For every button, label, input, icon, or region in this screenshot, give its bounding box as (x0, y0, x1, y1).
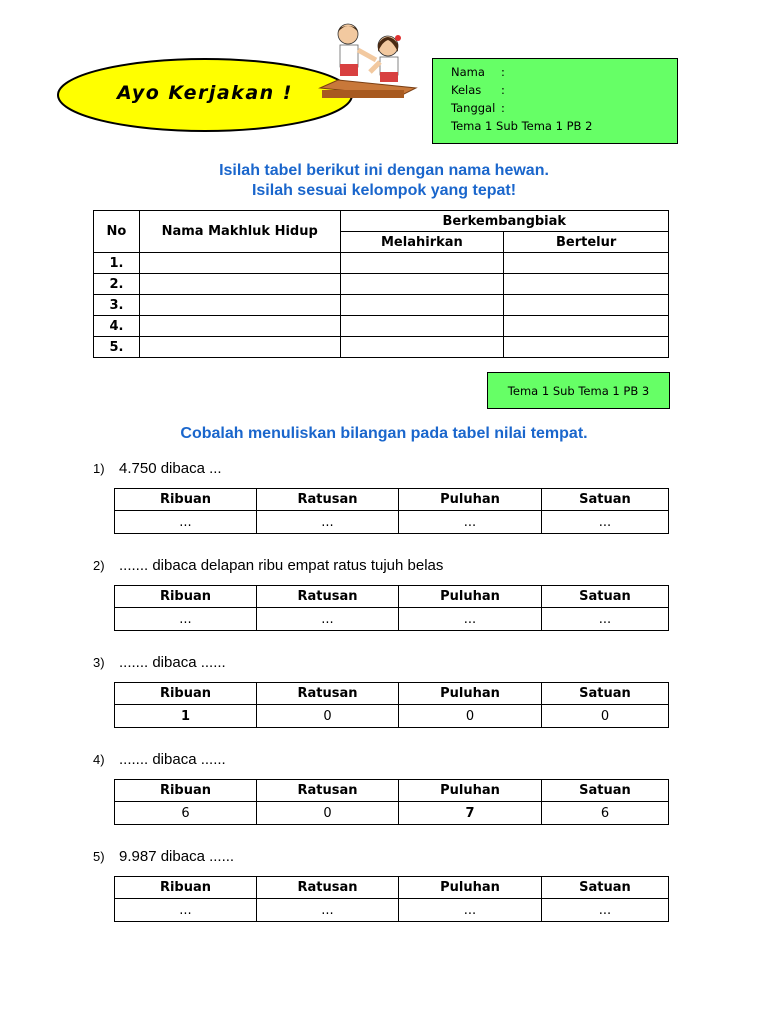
header-hundreds: Ratusan (257, 780, 399, 802)
name-cell[interactable] (139, 253, 340, 274)
table-row (94, 337, 669, 358)
value-thousands[interactable]: ... (115, 899, 257, 922)
value-tens[interactable]: ... (399, 511, 542, 534)
header-thousands: Ribuan (115, 586, 257, 608)
value-ones[interactable]: 6 (542, 802, 669, 825)
value-tens[interactable]: ... (399, 899, 542, 922)
table-row (94, 274, 669, 295)
value-thousands[interactable]: 1 (115, 705, 257, 728)
live-birth-cell[interactable] (340, 316, 504, 337)
col-header-no: No (94, 211, 140, 253)
header-tens: Puluhan (399, 489, 542, 511)
question-number: 2) (93, 558, 105, 573)
header-ones: Satuan (542, 877, 669, 899)
value-hundreds[interactable]: ... (257, 511, 399, 534)
question-number: 5) (93, 849, 105, 864)
live-birth-cell[interactable] (340, 337, 504, 358)
value-ones[interactable]: 0 (542, 705, 669, 728)
header-ones: Satuan (542, 586, 669, 608)
row-number: 2. (94, 274, 140, 295)
place-value-table-3 (114, 682, 669, 728)
header-tens: Puluhan (399, 780, 542, 802)
value-ones[interactable]: ... (542, 899, 669, 922)
header-hundreds: Ratusan (257, 586, 399, 608)
value-thousands[interactable]: 6 (115, 802, 257, 825)
row-number: 5. (94, 337, 140, 358)
live-birth-cell[interactable] (340, 253, 504, 274)
value-hundreds[interactable]: ... (257, 899, 399, 922)
header-hundreds: Ratusan (257, 683, 399, 705)
eggs-cell[interactable] (504, 337, 669, 358)
question-number: 1) (93, 461, 105, 476)
value-tens[interactable]: 7 (399, 802, 542, 825)
place-value-table-4 (114, 779, 669, 825)
info-label: Tanggal (451, 101, 496, 115)
header-ones: Satuan (542, 489, 669, 511)
header-ones: Satuan (542, 683, 669, 705)
value-hundreds[interactable]: 0 (257, 705, 399, 728)
header-thousands: Ribuan (115, 489, 257, 511)
student-info-box (432, 58, 678, 144)
eggs-cell[interactable] (504, 253, 669, 274)
place-value-table-5 (114, 876, 669, 922)
question-3 (93, 654, 226, 671)
header-thousands: Ribuan (115, 683, 257, 705)
place-value-table-1 (114, 488, 669, 534)
col-header-name: Nama Makhluk Hidup (139, 211, 340, 253)
header-tens: Puluhan (399, 683, 542, 705)
info-sep: : (501, 101, 505, 115)
question-1 (93, 460, 222, 477)
info-label: Tema 1 Sub Tema 1 PB 2 (451, 119, 593, 133)
live-birth-cell[interactable] (340, 274, 504, 295)
question-number: 4) (93, 752, 105, 767)
row-number: 4. (94, 316, 140, 337)
question-5 (93, 848, 234, 865)
value-ones[interactable]: ... (542, 608, 669, 631)
title-banner-text: Ayo Kerjakan ! (117, 82, 293, 104)
eggs-cell[interactable] (504, 274, 669, 295)
question-text: 4.750 dibaca ... (119, 460, 222, 477)
col-header-reproduction: Berkembangbiak (340, 211, 668, 232)
row-number: 3. (94, 295, 140, 316)
name-cell[interactable] (139, 316, 340, 337)
info-row-class (451, 81, 677, 99)
table-row (94, 253, 669, 274)
name-cell[interactable] (139, 274, 340, 295)
header-hundreds: Ratusan (257, 489, 399, 511)
value-thousands[interactable]: ... (115, 608, 257, 631)
col-header-eggs: Bertelur (504, 232, 669, 253)
info-label: Nama (451, 65, 485, 79)
info-label: Kelas (451, 83, 482, 97)
value-thousands[interactable]: ... (115, 511, 257, 534)
row-number: 1. (94, 253, 140, 274)
eggs-cell[interactable] (504, 316, 669, 337)
info-row-name (451, 63, 677, 81)
section1-instruction (0, 161, 768, 201)
students-illustration (318, 18, 418, 110)
value-hundreds[interactable]: ... (257, 608, 399, 631)
info-row-theme (451, 117, 677, 135)
header-hundreds: Ratusan (257, 877, 399, 899)
instruction-line2: Isilah sesuai kelompok yang tepat! (251, 182, 517, 199)
table-row (94, 295, 669, 316)
place-value-table-2 (114, 585, 669, 631)
live-birth-cell[interactable] (340, 295, 504, 316)
question-4 (93, 751, 226, 768)
value-tens[interactable]: 0 (399, 705, 542, 728)
question-text: ....... dibaca ...... (119, 751, 226, 768)
col-header-live-birth: Melahirkan (340, 232, 504, 253)
question-number: 3) (93, 655, 105, 670)
value-hundreds[interactable]: 0 (257, 802, 399, 825)
question-text: 9.987 dibaca ...... (119, 848, 235, 865)
instruction-line1: Isilah tabel berikut ini dengan nama hewan. (219, 162, 549, 179)
question-text: ....... dibaca ...... (119, 654, 226, 671)
animal-classification-table (93, 210, 669, 358)
question-2 (93, 557, 443, 574)
question-text: ....... dibaca delapan ribu empat ratus tujuh belas (119, 557, 444, 574)
value-tens[interactable]: ... (399, 608, 542, 631)
table-row (94, 316, 669, 337)
header-thousands: Ribuan (115, 780, 257, 802)
header-ones: Satuan (542, 780, 669, 802)
value-ones[interactable]: ... (542, 511, 669, 534)
info-sep: : (501, 65, 505, 79)
info-row-date (451, 99, 677, 117)
header-tens: Puluhan (399, 877, 542, 899)
theme-label-box: Tema 1 Sub Tema 1 PB 3 (487, 372, 670, 409)
section2-instruction: Cobalah menuliskan bilangan pada tabel nilai tempat. (180, 425, 588, 442)
info-sep: : (501, 83, 505, 97)
name-cell[interactable] (139, 295, 340, 316)
name-cell[interactable] (139, 337, 340, 358)
header-thousands: Ribuan (115, 877, 257, 899)
header-tens: Puluhan (399, 586, 542, 608)
eggs-cell[interactable] (504, 295, 669, 316)
